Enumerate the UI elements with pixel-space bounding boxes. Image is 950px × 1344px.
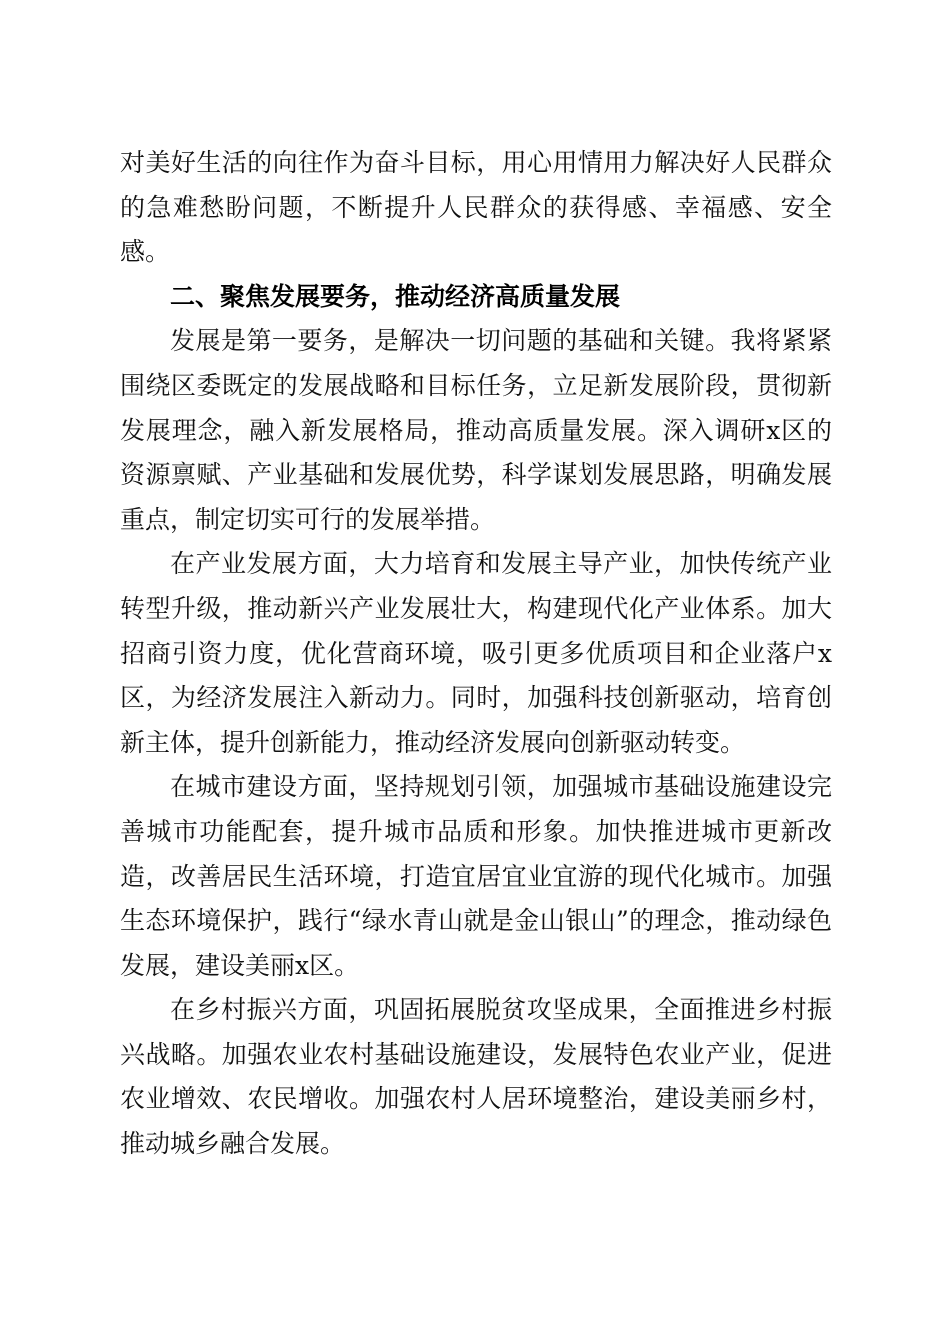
paragraph-rural-revitalization: 在乡村振兴方面，巩固拓展脱贫攻坚成果，全面推进乡村振兴战略。加强农业农村基础设施建设，发展特色农业产业，促进农业增效、农民增收。加强农村人居环境整治，建设美丽乡村，推动城乡融合发展。 <box>120 995 832 1159</box>
paragraph-urban-construction: 在城市建设方面，坚持规划引领，加强城市基础设施建设完善城市功能配套，提升城市品质和形象。加快推进城市更新改造，改善居民生活环境，打造宜居宜业宜游的现代化城市。加强生态环境保护，践行“绿水青山就是金山银山”的理念，推动绿色发展，建设美丽x区。 <box>120 772 832 980</box>
document-body <box>120 141 832 1167</box>
paragraph-development-priority: 发展是第一要务，是解决一切问题的基础和关键。我将紧紧围绕区委既定的发展战略和目标任务，立足新发展阶段，贯彻新发展理念，融入新发展格局，推动高质量发展。深入调研x区的资源禀赋、产业基础和发展优势，科学谋划发展思路，明确发展重点，制定切实可行的发展举措。 <box>120 326 832 534</box>
section-heading: 二、聚焦发展要务，推动经济高质量发展 <box>170 281 621 311</box>
paragraph-continuation: 对美好生活的向往作为奋斗目标，用心用情用力解决好人民群众的急难愁盼问题，不断提升人民群众的获得感、幸福感、安全感。 <box>120 148 832 267</box>
paragraph-industry: 在产业发展方面，大力培育和发展主导产业，加快传统产业转型升级，推动新兴产业发展壮大，构建现代化产业体系。加大招商引资力度，优化营商环境，吸引更多优质项目和企业落户x区，为经济发展注入新动力。同时，加强科技创新驱动，培育创新主体，提升创新能力，推动经济发展向创新驱动转变。 <box>120 549 832 757</box>
